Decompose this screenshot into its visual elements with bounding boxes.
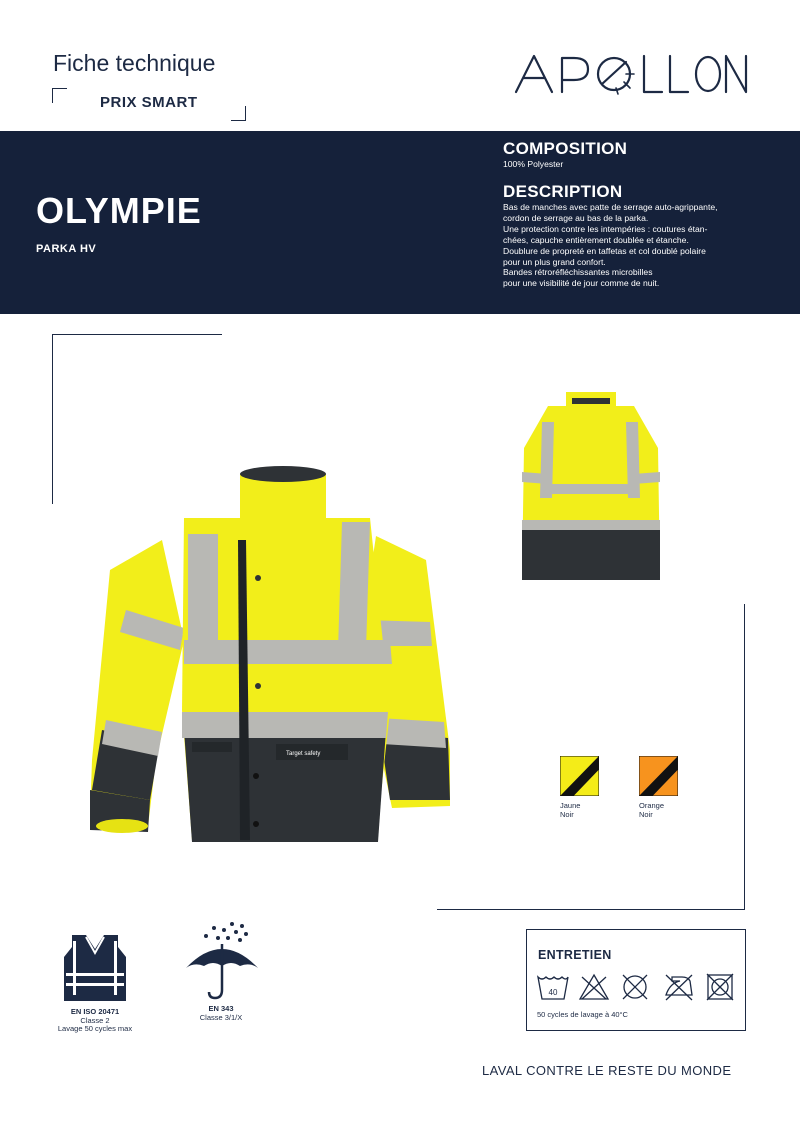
standard-class: Classe 2 xyxy=(80,1015,110,1025)
description-text xyxy=(503,202,793,289)
color-swatch xyxy=(639,756,678,796)
frame-line-left xyxy=(52,334,53,504)
jacket-brand-label: Target safety xyxy=(286,751,321,757)
description-line: pour un plus grand confort. xyxy=(503,256,606,267)
standard-class: Classe 3/1/X xyxy=(199,1012,243,1022)
color-option-orange-black xyxy=(639,756,678,819)
color-name-secondary: Noir xyxy=(639,810,653,819)
color-name: Jaune xyxy=(560,801,581,810)
color-swatch xyxy=(560,756,599,796)
umbrella-rain-icon xyxy=(184,920,260,1002)
frame-line-top xyxy=(52,334,222,335)
care-note: 50 cycles de lavage à 40°C xyxy=(537,1010,628,1019)
description-heading: DESCRIPTION xyxy=(503,182,623,201)
color-name: Orange xyxy=(639,801,665,810)
price-tier: PRIX SMART xyxy=(100,94,198,111)
description-line: Doublure de propreté en taffetas et col doublé polaire xyxy=(503,245,706,256)
doc-title: Fiche technique xyxy=(53,50,216,76)
no-iron-icon xyxy=(662,973,696,1001)
standard-code: EN 343 xyxy=(208,1004,234,1013)
no-bleach-icon xyxy=(578,973,610,1001)
description-line: Bandes rétroréfléchissantes microbilles xyxy=(503,267,653,278)
corner-bracket-bottom-right xyxy=(231,106,246,121)
description-line: cordon de serrage au bas de la parka. xyxy=(503,212,649,223)
composition-text: 100% Polyester xyxy=(503,159,564,169)
hi-vis-vest-icon xyxy=(62,933,128,1003)
product-type: PARKA HV xyxy=(36,243,97,255)
wash-temperature: 40 xyxy=(548,988,558,997)
corner-bracket-top-left xyxy=(52,88,67,103)
jacket-front-image xyxy=(80,460,460,860)
wash-40-icon xyxy=(536,973,570,1001)
description-line: pour une visibilité de jour comme de nuit. xyxy=(503,278,660,289)
standard-wash-limit: Lavage 50 cycles max xyxy=(57,1024,133,1034)
no-dry-clean-icon xyxy=(620,972,650,1002)
frame-line-right xyxy=(744,604,745,910)
color-name-secondary: Noir xyxy=(560,810,574,819)
brand-tagline: LAVAL CONTRE LE RESTE DU MONDE xyxy=(482,1063,732,1078)
description-line: Une protection contre les intempéries : coutures étan- xyxy=(503,223,708,234)
product-name: OLYMPIE xyxy=(36,190,202,231)
care-heading: ENTRETIEN xyxy=(538,948,612,962)
no-tumble-dry-icon xyxy=(705,972,735,1002)
frame-line-bottom xyxy=(437,909,745,910)
jacket-back-image xyxy=(518,388,664,588)
description-line: Bas de manches avec patte de serrage auto-agrippante, xyxy=(503,202,718,212)
description-line: chées, capuche entièrement doublée et étanche. xyxy=(503,234,689,245)
standard-en-iso-20471 xyxy=(40,1008,150,1034)
apollon-logo xyxy=(510,48,750,100)
standard-code: EN ISO 20471 xyxy=(70,1007,120,1016)
standard-en-343 xyxy=(166,1005,276,1022)
composition-heading: COMPOSITION xyxy=(503,139,628,158)
color-option-yellow-black xyxy=(560,756,599,819)
